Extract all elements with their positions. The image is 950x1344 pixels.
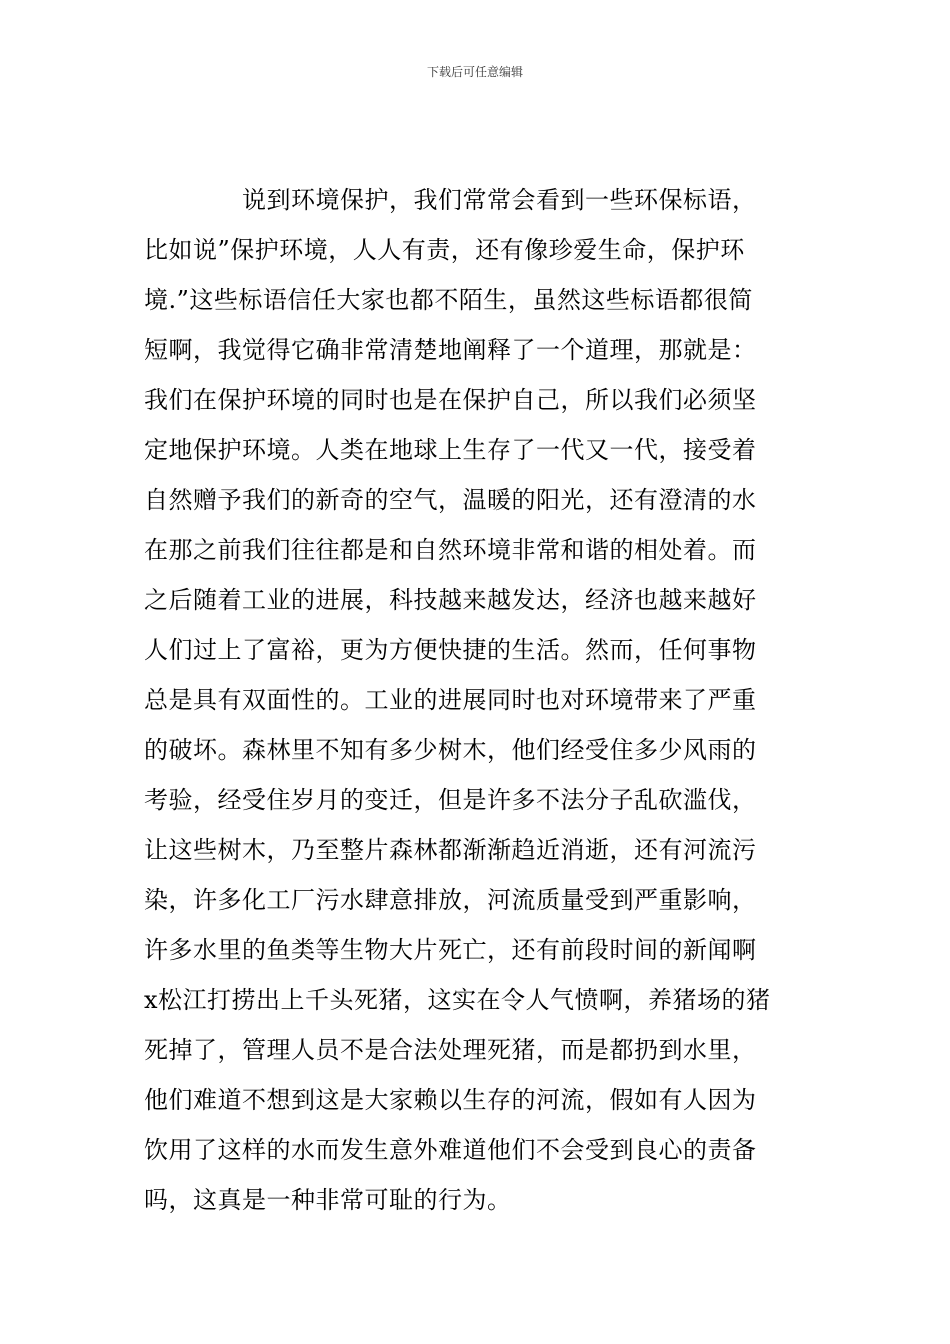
paragraph-line: 饮用了这样的水而发生意外难道他们不会受到良心的责备: [144, 1136, 757, 1164]
paragraph-line: 的破坏。森林里不知有多少树木，他们经受住多少风雨的: [144, 736, 757, 764]
paragraph-line: x松江打捞出上千头死猪，这实在令人气愤啊，养猪场的猪: [144, 986, 771, 1014]
paragraph-line: 吗，这真是一种非常可耻的行为。: [144, 1186, 512, 1214]
paragraph-line: 比如说”保护环境，人人有责，还有像珍爱生命，保护环: [144, 236, 745, 264]
paragraph-line: 境.”这些标语信任大家也都不陌生，虽然这些标语都很简: [144, 286, 753, 314]
paragraph-line: 染，许多化工厂污水肆意排放，河流质量受到严重影响，: [144, 886, 757, 914]
article-body: [144, 179, 814, 1229]
paragraph-line: 他们难道不想到这是大家赖以生存的河流，假如有人因为: [144, 1086, 757, 1114]
paragraph-line: 让这些树木，乃至整片森林都渐渐趋近消逝，还有河流污: [144, 836, 757, 864]
paragraph-line: 定地保护环境。人类在地球上生存了一代又一代，接受着: [144, 436, 757, 464]
paragraph-line: 考验，经受住岁月的变迁，但是许多不法分子乱砍滥伐，: [144, 786, 757, 814]
paragraph-line: 之后随着工业的进展，科技越来越发达，经济也越来越好: [144, 586, 757, 614]
paragraph-line: 我们在保护环境的同时也是在保护自己，所以我们必须坚: [144, 386, 757, 414]
paragraph-line: 人们过上了富裕，更为方便快捷的生活。然而，任何事物: [144, 636, 757, 664]
paragraph-line: 许多水里的鱼类等生物大片死亡，还有前段时间的新闻啊: [144, 936, 757, 964]
paragraph-line: 在那之前我们往往都是和自然环境非常和谐的相处着。而: [144, 536, 757, 564]
paragraph-line: 总是具有双面性的。工业的进展同时也对环境带来了严重: [144, 686, 757, 714]
paragraph-line: 短啊，我觉得它确非常清楚地阐释了一个道理，那就是：: [144, 336, 757, 364]
page-header: 下载后可任意编辑: [426, 65, 523, 79]
paragraph-line: 自然赠予我们的新奇的空气，温暖的阳光，还有澄清的水: [144, 486, 757, 514]
paragraph-line: 说到环境保护，我们常常会看到一些环保标语，: [144, 186, 757, 214]
paragraph-line: 死掉了，管理人员不是合法处理死猪，而是都扔到水里，: [144, 1036, 757, 1064]
